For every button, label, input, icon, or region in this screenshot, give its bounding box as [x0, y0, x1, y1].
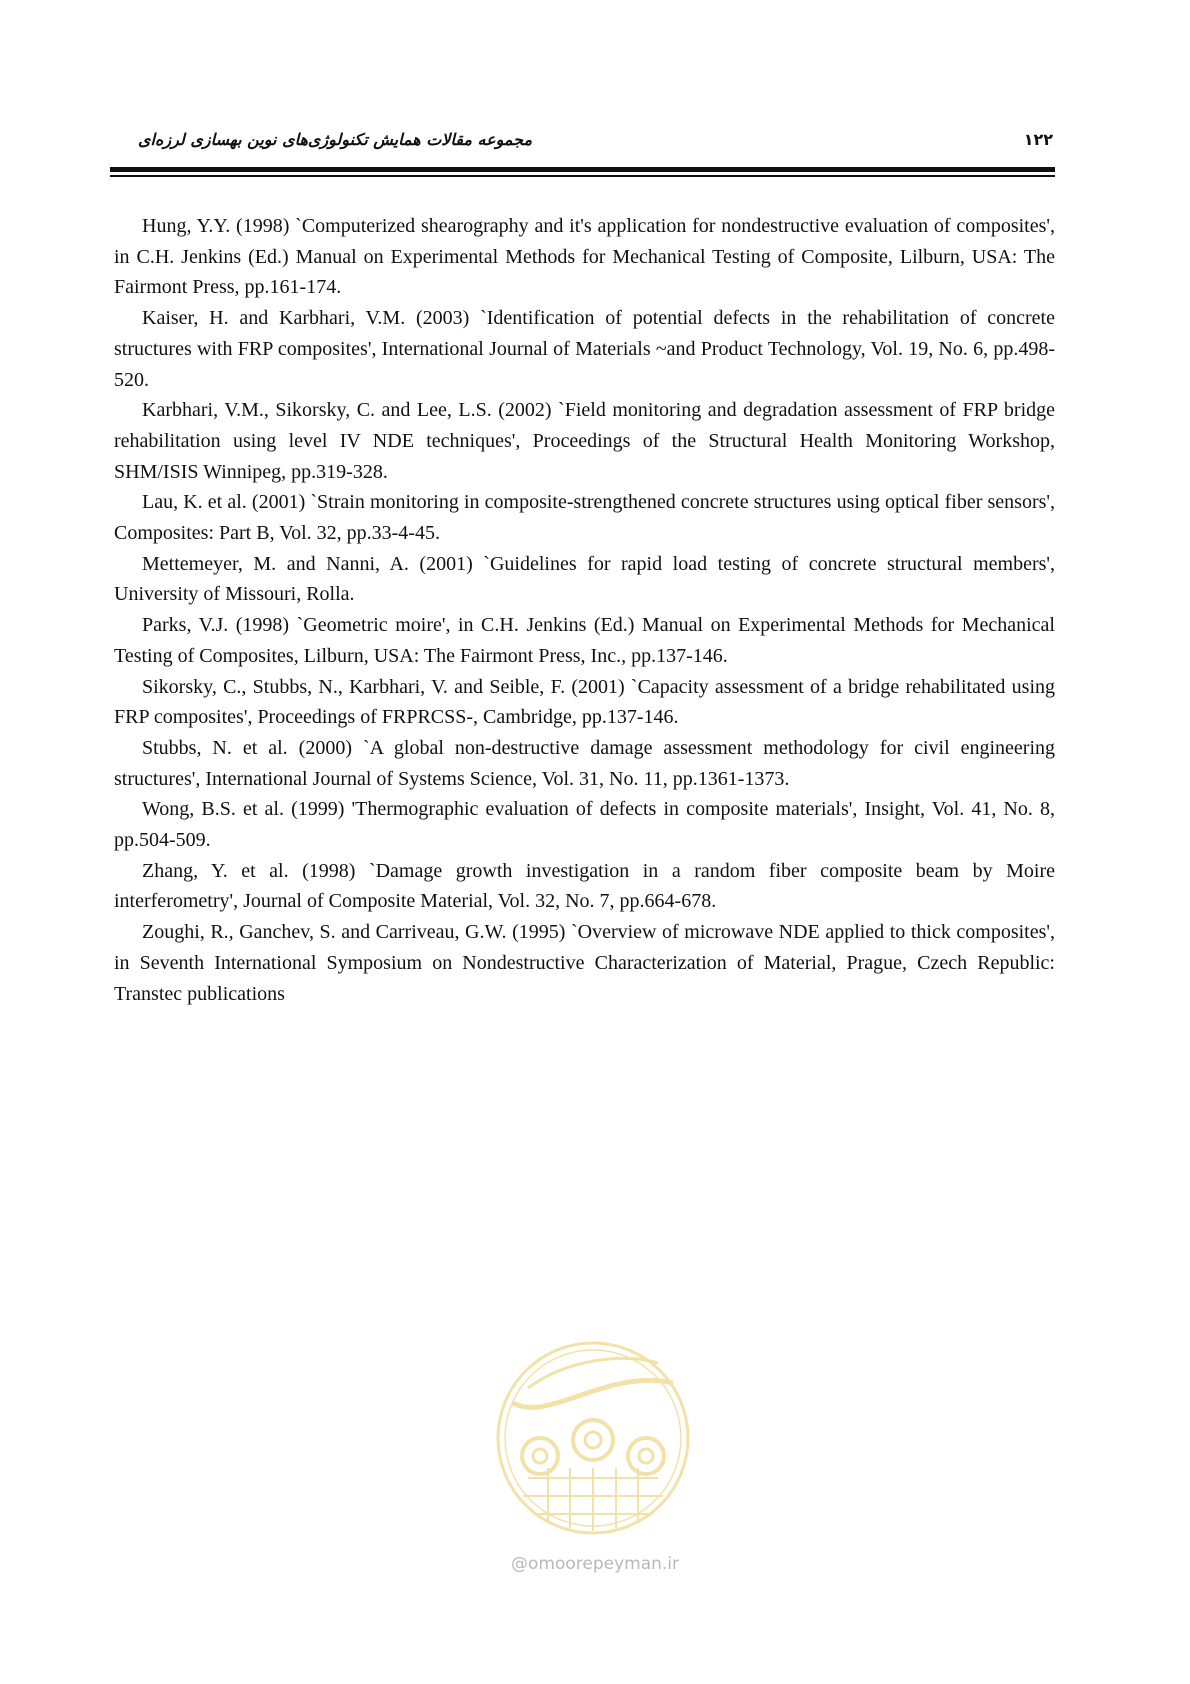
reference-entry: Wong, B.S. et al. (1999) 'Thermographic evaluation of defects in composite materials', Insight, Vol. 41, No. 8, pp.504-509.	[114, 798, 1055, 852]
reference-entry: Sikorsky, C., Stubbs, N., Karbhari, V. and Seible, F. (2001) `Capacity assessment of a bridge rehabilitated using FRP composites', Proceedings of FRPRCSS-, Cambridge, pp.137-146.	[114, 675, 1055, 729]
journal-title: مجموعه مقالات همایش تکنولوژی‌های نوین بهسازی لرزه‌ای	[138, 130, 533, 149]
reference-entry: Karbhari, V.M., Sikorsky, C. and Lee, L.S. (2002) `Field monitoring and degradation assessment of FRP bridge rehabilitation using level IV NDE techniques', Proceedings of the Structural Health Monitoring Workshop, SHM/ISIS Winnipeg, pp.319-328.	[114, 399, 1055, 483]
page-number: ۱۲۲	[1023, 130, 1053, 149]
reference-entry: Stubbs, N. et al. (2000) `A global non-destructive damage assessment methodology for civil engineering structures', International Journal of Systems Science, Vol. 31, No. 11, pp.1361-1373.	[114, 736, 1055, 790]
running-header	[110, 128, 1055, 158]
reference-list	[114, 211, 1055, 1009]
reference-entry: Hung, Y.Y. (1998) `Computerized shearography and it's application for nondestructive evaluation of composites', in C.H. Jenkins (Ed.) Manual on Experimental Methods for Mechanical Testing of Composite, Lilburn, USA: The Fairmont Press, pp.161-174.	[114, 215, 1055, 299]
reference-entry: Parks, V.J. (1998) `Geometric moire', in C.H. Jenkins (Ed.) Manual on Experimental Methods for Mechanical Testing of Composites, Lilburn, USA: The Fairmont Press, Inc., pp.137-146.	[114, 614, 1055, 667]
reference-entry: Lau, K. et al. (2001) `Strain monitoring in composite-strengthened concrete structures using optical fiber sensors', Composites: Part B, Vol. 32, pp.33-4-45.	[114, 491, 1055, 545]
watermark-url: @omoorepeyman.ir	[510, 1554, 680, 1574]
reference-entry: Kaiser, H. and Karbhari, V.M. (2003) `Identification of potential defects in the rehabilitation of concrete structures with FRP composites', International Journal of Materials ~and Product Technology, Vol. 19, No. 6, pp.498-520.	[114, 307, 1055, 391]
reference-entry: Mettemeyer, M. and Nanni, A. (2001) `Guidelines for rapid load testing of concrete structural members', University of Missouri, Rolla.	[114, 552, 1055, 606]
reference-entry: Zhang, Y. et al. (1998) `Damage growth investigation in a random fiber composite beam by Moire interferometry', Journal of Composite Material, Vol. 32, No. 7, pp.664-678.	[114, 859, 1055, 913]
header-rule-thick	[110, 167, 1055, 172]
reference-entry: Zoughi, R., Ganchev, S. and Carriveau, G.W. (1995) `Overview of microwave NDE applied to thick composites', in Seventh International Symposium on Nondestructive Characterization of Material, Prague, Czech Republic: Transtec publications	[114, 921, 1055, 1005]
header-rule-thin	[110, 175, 1055, 177]
watermark-logo	[488, 1328, 698, 1558]
